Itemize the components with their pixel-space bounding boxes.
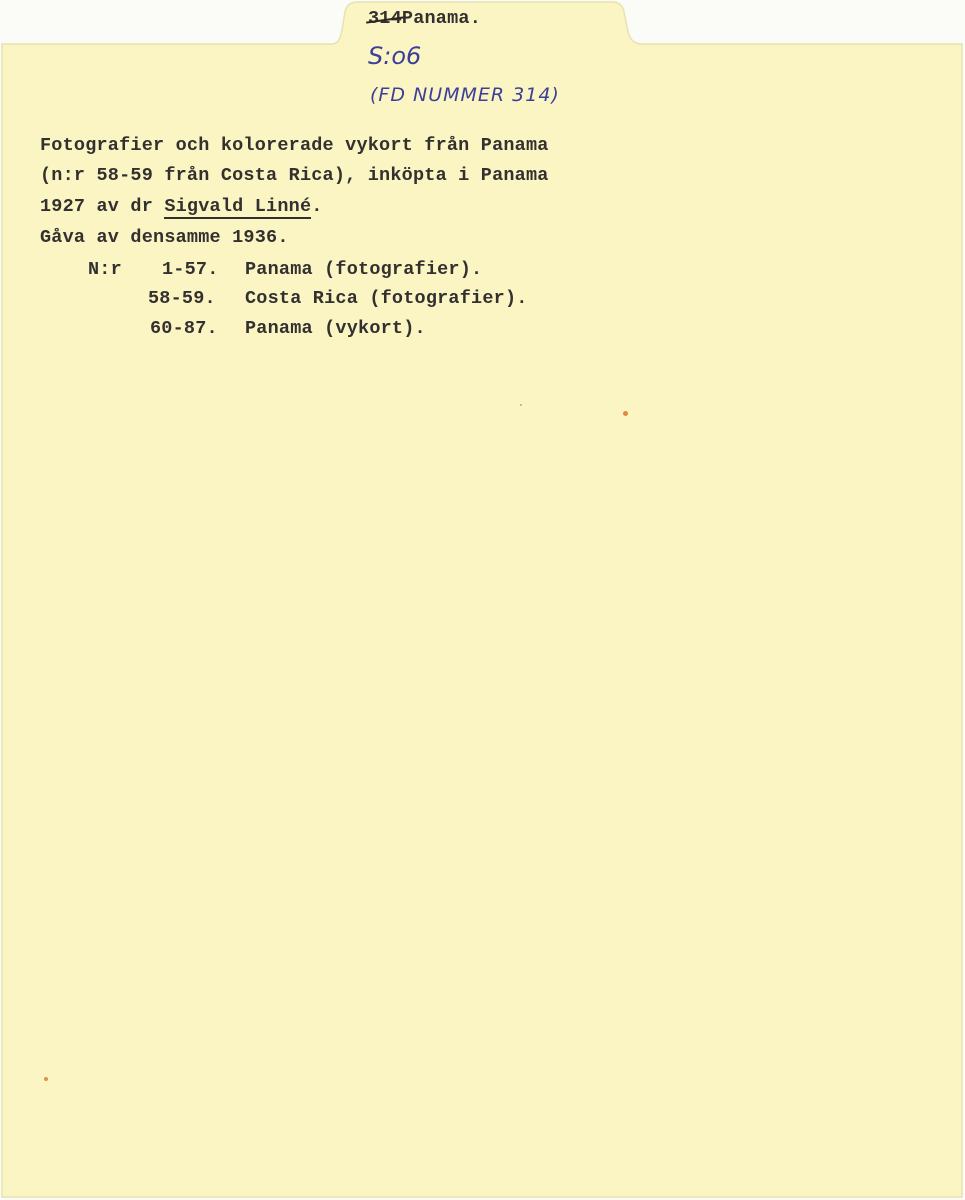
handwritten-former-number: (FD NUMMER 314) [370, 84, 560, 106]
index-row-range: 58-59. [148, 288, 216, 309]
index-row-text: Panama (vykort). [245, 318, 426, 339]
description-line-3-suffix: . [311, 196, 323, 217]
tab-title: Panama. [401, 8, 482, 29]
description-line-2: (n:r 58-59 från Costa Rica), inköpta i Panama [40, 165, 549, 186]
stain-mark [520, 404, 522, 406]
index-row-text: Panama (fotografier). [245, 259, 483, 280]
index-label: N:r [88, 259, 122, 280]
collector-name: Sigvald Linné [164, 196, 312, 217]
stain-mark [44, 1077, 48, 1081]
index-row-range: 1-57. [162, 259, 219, 280]
old-number-struck: 314 [368, 8, 402, 29]
index-row-range: 60-87. [150, 318, 218, 339]
description-line-4: Gåva av densamme 1936. [40, 227, 289, 248]
description-line-1: Fotografier och kolorerade vykort från Panama [40, 135, 549, 156]
tab-header [368, 8, 481, 29]
description-line-3 [40, 196, 323, 217]
description-line-3-prefix: 1927 av dr [40, 196, 165, 217]
stain-mark [623, 411, 628, 416]
handwritten-signum: S:o6 [368, 42, 422, 70]
index-row-text: Costa Rica (fotografier). [245, 288, 528, 309]
